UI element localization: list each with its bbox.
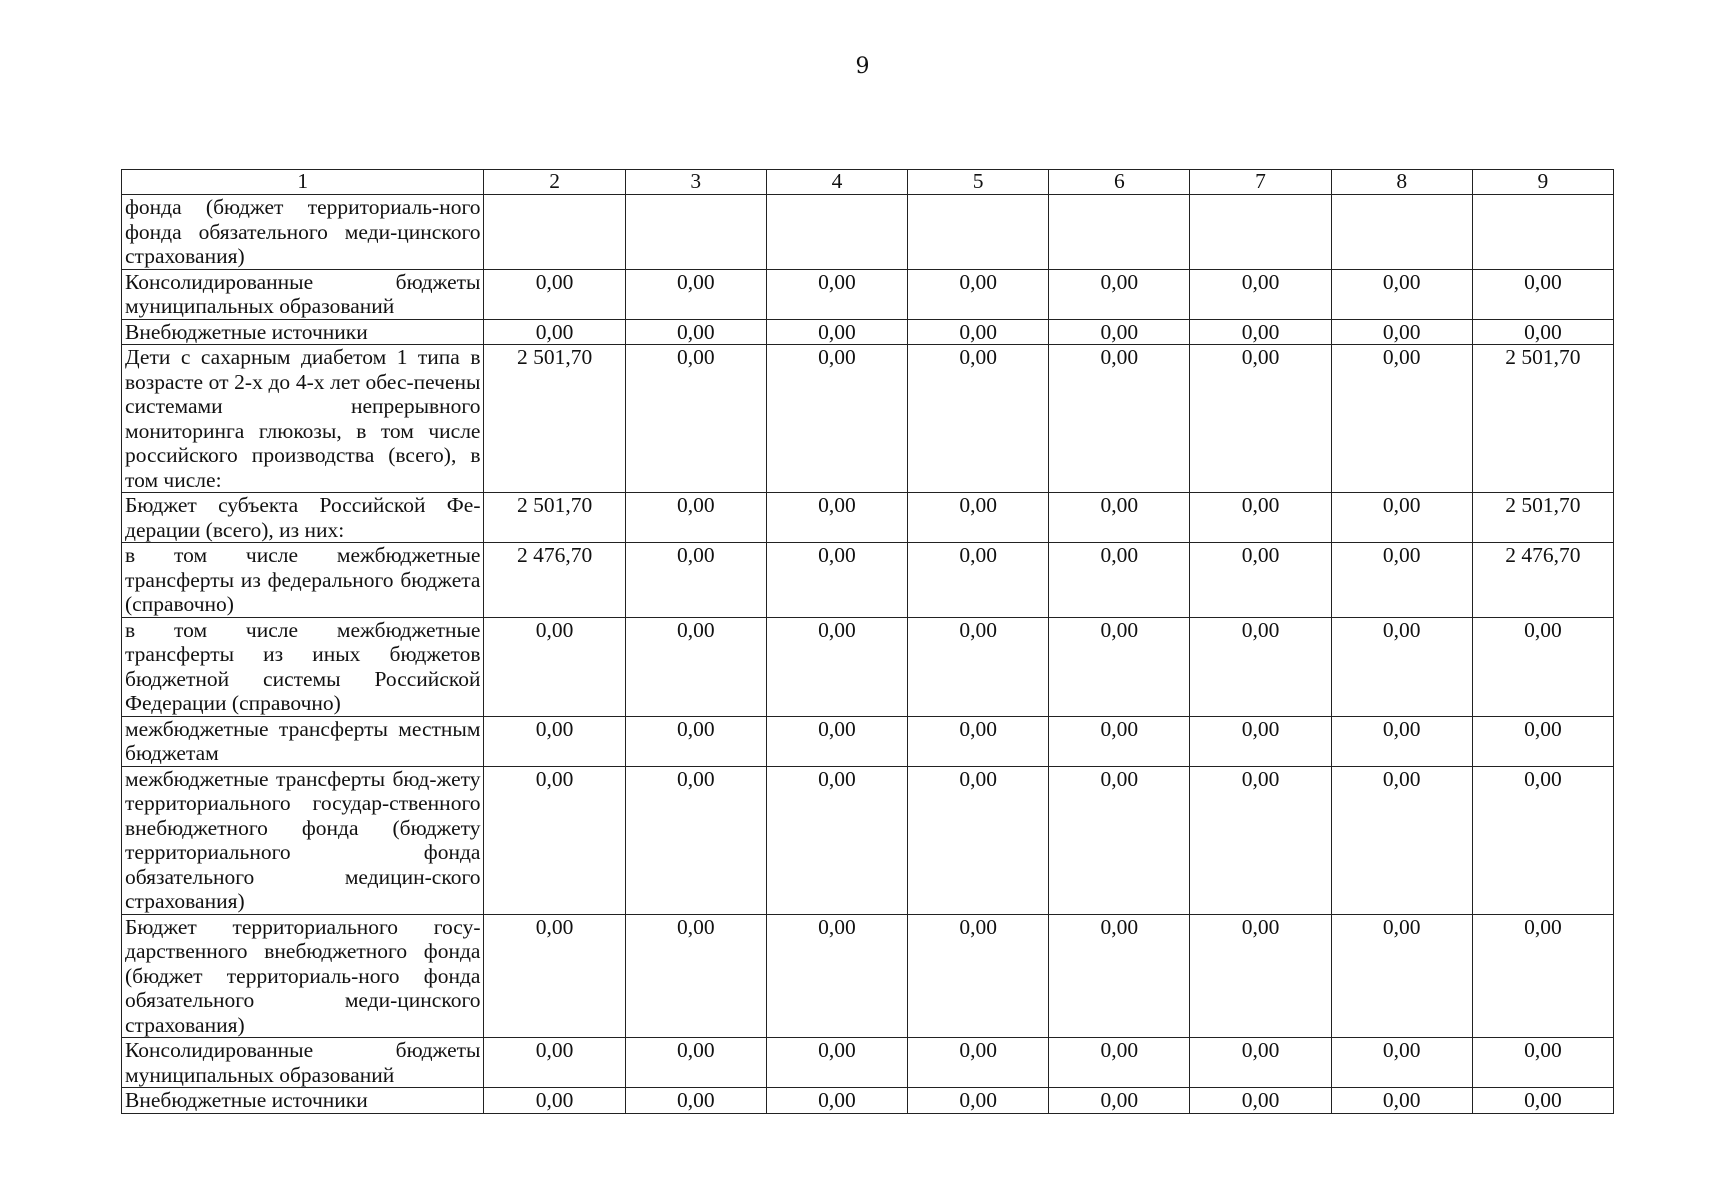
row-label-cell: межбюджетные трансферты местным бюджетам bbox=[122, 716, 484, 766]
page-number: 9 bbox=[855, 54, 870, 79]
row-label-cell: Консолидированные бюджеты муниципальных образований bbox=[122, 269, 484, 319]
value-cell: 0,00 bbox=[1190, 345, 1331, 493]
value-cell: 0,00 bbox=[766, 716, 907, 766]
value-cell: 0,00 bbox=[1190, 319, 1331, 345]
table-row bbox=[122, 195, 1614, 270]
value-cell: 0,00 bbox=[1049, 766, 1190, 914]
table-row bbox=[122, 345, 1614, 493]
value-cell: 0,00 bbox=[1331, 319, 1472, 345]
value-cell: 0,00 bbox=[1190, 766, 1331, 914]
value-cell: 0,00 bbox=[766, 617, 907, 716]
value-cell: 0,00 bbox=[766, 1088, 907, 1114]
value-cell: 0,00 bbox=[1472, 617, 1613, 716]
value-cell: 0,00 bbox=[625, 319, 766, 345]
table-row bbox=[122, 617, 1614, 716]
value-cell: 0,00 bbox=[1049, 493, 1190, 543]
value-cell: 2 501,70 bbox=[484, 345, 625, 493]
value-cell: 0,00 bbox=[1472, 1088, 1613, 1114]
value-cell: 0,00 bbox=[484, 319, 625, 345]
header-cell: 6 bbox=[1049, 170, 1190, 195]
value-cell: 0,00 bbox=[1472, 716, 1613, 766]
value-cell: 0,00 bbox=[766, 914, 907, 1038]
value-cell: 0,00 bbox=[484, 716, 625, 766]
header-cell: 2 bbox=[484, 170, 625, 195]
value-cell: 0,00 bbox=[1331, 617, 1472, 716]
value-cell: 0,00 bbox=[1049, 345, 1190, 493]
value-cell: 0,00 bbox=[1049, 617, 1190, 716]
value-cell: 0,00 bbox=[1331, 269, 1472, 319]
value-cell bbox=[625, 195, 766, 270]
value-cell: 0,00 bbox=[1190, 269, 1331, 319]
value-cell: 0,00 bbox=[1190, 617, 1331, 716]
table-row bbox=[122, 716, 1614, 766]
value-cell: 0,00 bbox=[1472, 269, 1613, 319]
table-header bbox=[122, 170, 1614, 195]
value-cell: 0,00 bbox=[625, 269, 766, 319]
value-cell bbox=[908, 195, 1049, 270]
value-cell: 0,00 bbox=[1472, 319, 1613, 345]
row-label-cell: в том числе межбюджетные трансферты из иных бюджетов бюджетной системы Российской Федерации (справочно) bbox=[122, 617, 484, 716]
value-cell: 0,00 bbox=[908, 766, 1049, 914]
value-cell: 0,00 bbox=[908, 914, 1049, 1038]
table-row bbox=[122, 493, 1614, 543]
value-cell: 0,00 bbox=[908, 617, 1049, 716]
row-label-cell: в том числе межбюджетные трансферты из федерального бюджета (справочно) bbox=[122, 543, 484, 618]
value-cell: 2 476,70 bbox=[1472, 543, 1613, 618]
value-cell bbox=[766, 195, 907, 270]
budget-table bbox=[121, 169, 1614, 1114]
table-row bbox=[122, 914, 1614, 1038]
value-cell: 2 501,70 bbox=[484, 493, 625, 543]
value-cell: 0,00 bbox=[1331, 1088, 1472, 1114]
value-cell: 0,00 bbox=[908, 543, 1049, 618]
row-label-cell: Консолидированные бюджеты муниципальных образований bbox=[122, 1038, 484, 1088]
value-cell: 0,00 bbox=[484, 914, 625, 1038]
value-cell: 0,00 bbox=[484, 1088, 625, 1114]
value-cell: 0,00 bbox=[1190, 914, 1331, 1038]
value-cell: 0,00 bbox=[625, 716, 766, 766]
value-cell: 0,00 bbox=[908, 319, 1049, 345]
header-cell: 5 bbox=[908, 170, 1049, 195]
table-row bbox=[122, 543, 1614, 618]
value-cell: 0,00 bbox=[908, 1088, 1049, 1114]
value-cell: 0,00 bbox=[625, 766, 766, 914]
header-cell: 4 bbox=[766, 170, 907, 195]
header-cell: 3 bbox=[625, 170, 766, 195]
row-label-cell: фонда (бюджет территориаль-ного фонда обязательного меди-цинского страхования) bbox=[122, 195, 484, 270]
value-cell: 0,00 bbox=[625, 617, 766, 716]
value-cell: 2 501,70 bbox=[1472, 345, 1613, 493]
value-cell: 0,00 bbox=[908, 269, 1049, 319]
value-cell bbox=[1190, 195, 1331, 270]
value-cell: 0,00 bbox=[766, 345, 907, 493]
value-cell: 0,00 bbox=[1049, 1038, 1190, 1088]
value-cell: 0,00 bbox=[625, 345, 766, 493]
value-cell: 0,00 bbox=[1049, 914, 1190, 1038]
value-cell: 0,00 bbox=[484, 617, 625, 716]
table-row bbox=[122, 766, 1614, 914]
value-cell: 0,00 bbox=[1331, 543, 1472, 618]
value-cell: 0,00 bbox=[625, 914, 766, 1038]
value-cell: 0,00 bbox=[908, 716, 1049, 766]
table-row bbox=[122, 1088, 1614, 1114]
table-row bbox=[122, 269, 1614, 319]
value-cell bbox=[1049, 195, 1190, 270]
value-cell: 0,00 bbox=[1190, 543, 1331, 618]
header-row bbox=[122, 170, 1614, 195]
value-cell: 0,00 bbox=[1049, 543, 1190, 618]
row-label-cell: Внебюджетные источники bbox=[122, 1088, 484, 1114]
value-cell: 2 501,70 bbox=[1472, 493, 1613, 543]
value-cell: 0,00 bbox=[766, 543, 907, 618]
value-cell: 0,00 bbox=[1049, 319, 1190, 345]
value-cell: 0,00 bbox=[1049, 1088, 1190, 1114]
value-cell: 0,00 bbox=[1331, 766, 1472, 914]
table-row bbox=[122, 319, 1614, 345]
value-cell: 0,00 bbox=[484, 766, 625, 914]
value-cell: 0,00 bbox=[1331, 716, 1472, 766]
value-cell bbox=[1331, 195, 1472, 270]
value-cell: 0,00 bbox=[908, 493, 1049, 543]
value-cell: 0,00 bbox=[484, 1038, 625, 1088]
table-row bbox=[122, 1038, 1614, 1088]
value-cell: 0,00 bbox=[766, 1038, 907, 1088]
value-cell bbox=[1472, 195, 1613, 270]
row-label-cell: Бюджет субъекта Российской Фе-дерации (всего), из них: bbox=[122, 493, 484, 543]
value-cell: 0,00 bbox=[1190, 1088, 1331, 1114]
header-cell: 8 bbox=[1331, 170, 1472, 195]
value-cell: 0,00 bbox=[1049, 716, 1190, 766]
value-cell: 0,00 bbox=[484, 269, 625, 319]
header-cell: 9 bbox=[1472, 170, 1613, 195]
row-label-cell: Дети с сахарным диабетом 1 типа в возрасте от 2-х до 4-х лет обес-печены системами непрерывного мониторинга глюкозы, в том числе российского производства (всего), в том числе: bbox=[122, 345, 484, 493]
row-label-cell: Внебюджетные источники bbox=[122, 319, 484, 345]
value-cell: 0,00 bbox=[1331, 914, 1472, 1038]
row-label-cell: Бюджет территориального госу-дарственного внебюджетного фонда (бюджет территориаль-ного фонда обязательного меди-цинского страхования) bbox=[122, 914, 484, 1038]
value-cell: 0,00 bbox=[1190, 716, 1331, 766]
value-cell: 0,00 bbox=[1331, 345, 1472, 493]
value-cell: 0,00 bbox=[1331, 493, 1472, 543]
table-body bbox=[122, 195, 1614, 1114]
value-cell: 0,00 bbox=[1190, 493, 1331, 543]
value-cell: 0,00 bbox=[1331, 1038, 1472, 1088]
value-cell: 0,00 bbox=[625, 1038, 766, 1088]
value-cell: 0,00 bbox=[766, 269, 907, 319]
value-cell: 0,00 bbox=[1190, 1038, 1331, 1088]
value-cell: 0,00 bbox=[766, 319, 907, 345]
value-cell: 0,00 bbox=[766, 766, 907, 914]
value-cell: 0,00 bbox=[1049, 269, 1190, 319]
value-cell: 0,00 bbox=[1472, 766, 1613, 914]
header-cell: 7 bbox=[1190, 170, 1331, 195]
value-cell: 0,00 bbox=[1472, 914, 1613, 1038]
header-cell: 1 bbox=[122, 170, 484, 195]
value-cell: 0,00 bbox=[766, 493, 907, 543]
value-cell: 0,00 bbox=[625, 493, 766, 543]
row-label-cell: межбюджетные трансферты бюд-жету территориального государ-ственного внебюджетного фонда (бюджету территориального фонда обязательного медицин-ского страхования) bbox=[122, 766, 484, 914]
value-cell: 0,00 bbox=[908, 1038, 1049, 1088]
value-cell: 0,00 bbox=[908, 345, 1049, 493]
value-cell: 0,00 bbox=[625, 1088, 766, 1114]
value-cell: 0,00 bbox=[625, 543, 766, 618]
value-cell: 2 476,70 bbox=[484, 543, 625, 618]
value-cell bbox=[484, 195, 625, 270]
value-cell: 0,00 bbox=[1472, 1038, 1613, 1088]
